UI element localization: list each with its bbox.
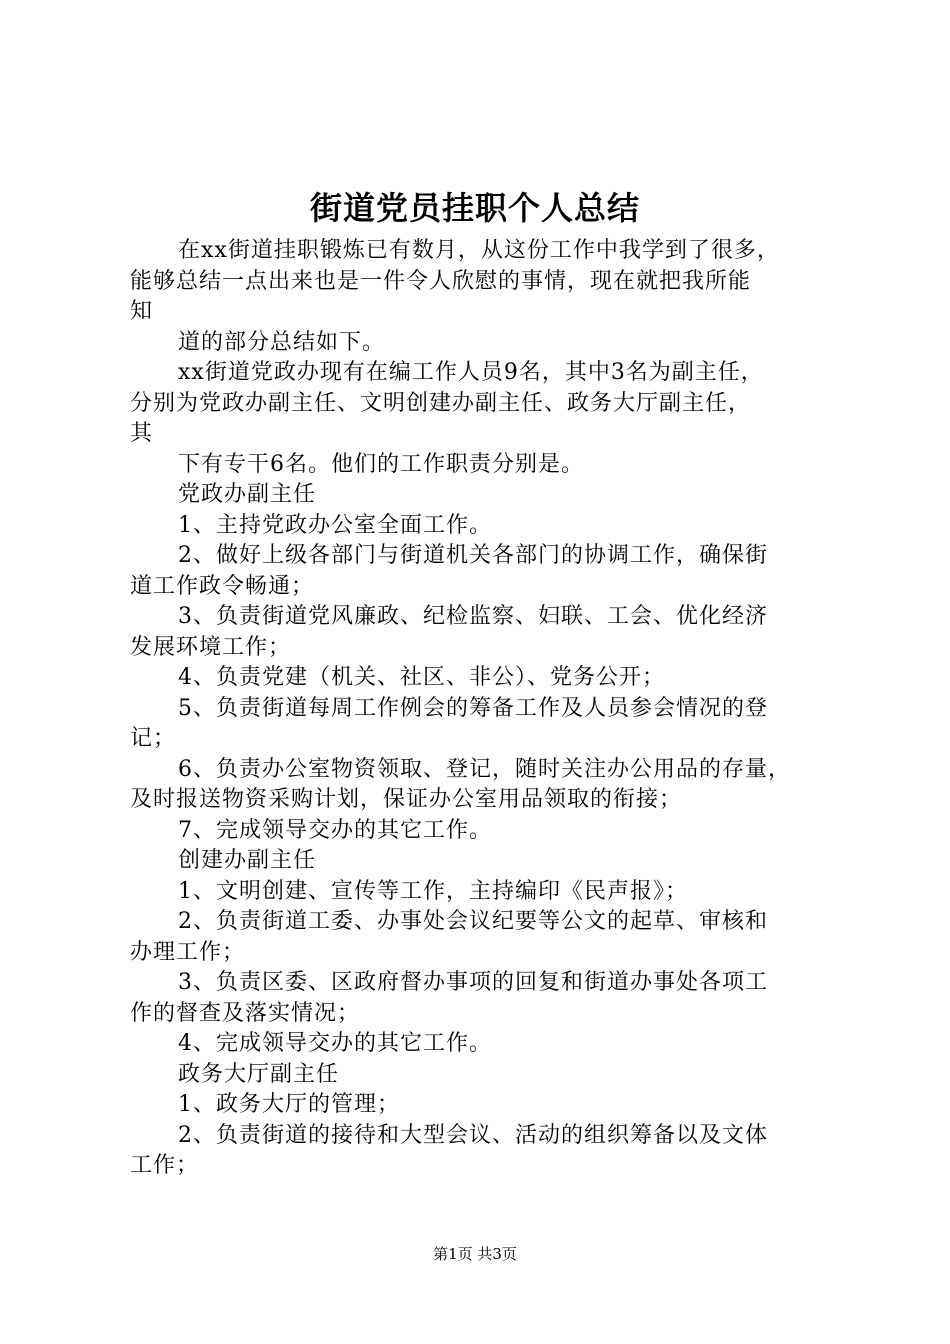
text-line: 4、完成领导交办的其它工作。	[178, 1031, 492, 1056]
text-line: 分别为党政办副主任、文明创建办副主任、政务大厅副主任，	[130, 390, 752, 416]
text-line: 7、完成领导交办的其它工作。	[178, 817, 492, 843]
text-line: 工作；	[130, 1153, 200, 1178]
text-line: 发展环境工作；	[130, 634, 292, 660]
text-line: xx街道党政办现有在编工作人员9名，其中3名为副主任，	[178, 360, 764, 385]
text-line: 记；	[130, 726, 177, 751]
text-line: 道的部分总结如下。	[178, 329, 386, 355]
text-line: 道工作政令畅通；	[130, 573, 315, 599]
page-footer: 第1页 共3页	[433, 1245, 517, 1263]
document-title: 街道党员挂职个人总结	[309, 189, 640, 227]
text-line: 2、做好上级各部门与街道机关各部门的协调工作，确保街	[178, 543, 768, 568]
text-line: 6、负责办公室物资领取、登记，随时关注办公用品的存量，	[178, 756, 791, 782]
text-line: 及时报送物资采购计划，保证办公室用品领取的衔接；	[130, 787, 683, 812]
text-line: 3、负责街道党风廉政、纪检监察、妇联、工会、优化经济	[178, 604, 768, 629]
text-line: 知	[130, 299, 154, 324]
text-line: 作的督查及落实情况；	[130, 1000, 361, 1026]
text-line: 下有专干6名。他们的工作职责分别是。	[178, 451, 584, 477]
text-line: 1、文明创建、宣传等工作，主持编印《民声报》；	[178, 878, 688, 904]
text-line: 创建办副主任	[178, 848, 317, 873]
document-body	[130, 236, 840, 1182]
text-line: 政务大厅副主任	[178, 1061, 340, 1087]
text-line: 2、负责街道的接待和大型会议、活动的组织筹备以及文体	[178, 1122, 768, 1148]
text-line: 2、负责街道工委、办事处会议纪要等公文的起草、审核和	[178, 909, 768, 934]
text-line: 1、主持党政办公室全面工作。	[178, 512, 492, 538]
text-line: 能够总结一点出来也是一件令人欣慰的事情，现在就把我所能	[130, 268, 752, 294]
text-line: 5、负责街道每周工作例会的筹备工作及人员参会情况的登	[178, 695, 768, 721]
text-line: 其	[130, 421, 154, 446]
text-line: 1、政务大厅的管理；	[178, 1092, 400, 1117]
text-line: 3、负责区委、区政府督办事项的回复和街道办事处各项工	[178, 970, 768, 995]
text-line: 4、负责党建（机关、社区、非公）、党务公开；	[178, 665, 665, 690]
text-line: 在xx街道挂职锻炼已有数月，从这份工作中我学到了很多，	[178, 238, 780, 263]
text-line: 党政办副主任	[178, 482, 317, 507]
text-line: 办理工作；	[130, 939, 246, 965]
